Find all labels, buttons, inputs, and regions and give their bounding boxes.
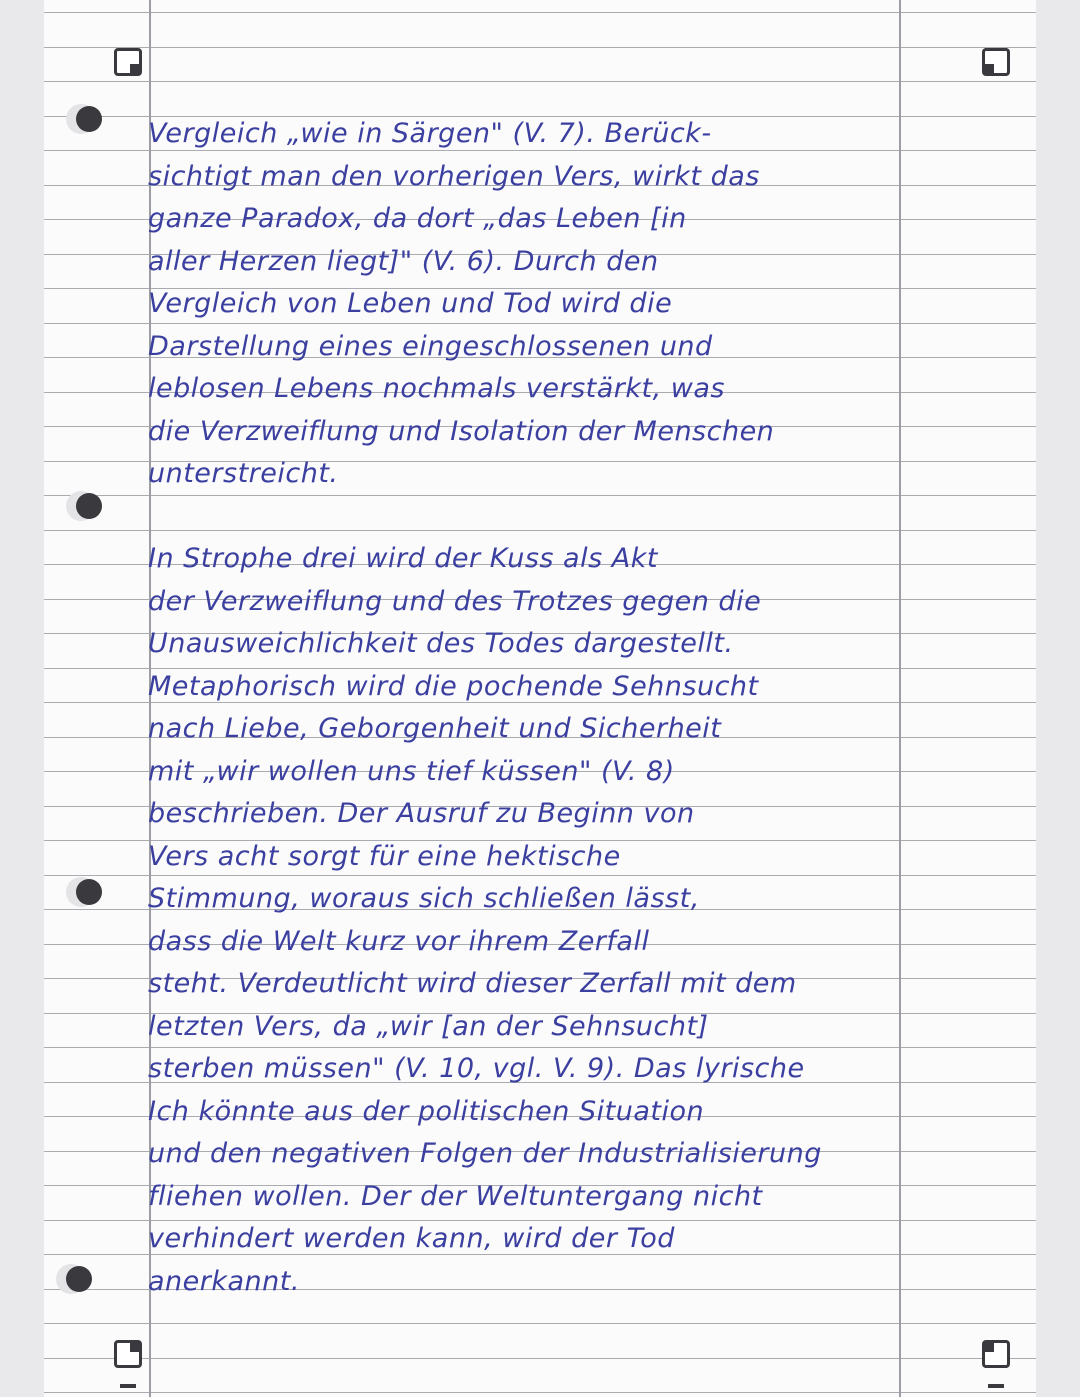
text-line: nach Liebe, Geborgenheit und Sicherheit (148, 713, 722, 744)
corner-marker-icon (982, 48, 1010, 76)
text-line: der Verzweiflung und des Trotzes gegen die (148, 585, 762, 617)
text-line: Darstellung eines eingeschlossenen und (148, 330, 713, 362)
text-line: sichtigt man den vorherigen Vers, wirkt das (148, 160, 760, 192)
ruled-line (44, 1392, 1036, 1393)
ruled-line (44, 47, 1036, 48)
ruled-line (44, 495, 1036, 496)
punch-hole (76, 106, 102, 132)
text-line: ganze Paradox, da dort „das Leben [in (148, 203, 687, 234)
text-line (148, 500, 908, 534)
text-line: In Strophe drei wird der Kuss als Akt (148, 543, 658, 574)
corner-marker-icon (114, 48, 142, 76)
ruled-line (44, 81, 1036, 82)
text-line: steht. Verdeutlicht wird dieser Zerfall mit dem (148, 968, 797, 999)
corner-tick-icon (988, 1384, 1004, 1388)
ruled-line (44, 323, 1036, 324)
text-line: und den negativen Folgen der Industrialisierung (148, 1138, 822, 1169)
text-line: sterben müssen" (V. 10, vgl. V. 9). Das lyrische (148, 1053, 805, 1084)
corner-marker-icon (114, 1340, 142, 1368)
text-line: leblosen Lebens nochmals verstärkt, was (148, 373, 725, 404)
text-line: Metaphorisch wird die pochende Sehnsucht (148, 670, 759, 702)
ruled-line (44, 1047, 1036, 1048)
ruled-line (44, 1220, 1036, 1221)
ruled-line (44, 12, 1036, 13)
text-line: Unausweichlichkeit des Todes dargestellt. (148, 628, 734, 659)
punch-hole (76, 493, 102, 519)
punch-hole (66, 1266, 92, 1292)
text-line: aller Herzen liegt]" (V. 6). Durch den (148, 245, 659, 277)
corner-tick-icon (120, 1384, 136, 1388)
ruled-line (44, 668, 1036, 669)
text-line: Stimmung, woraus sich schließen lässt, (148, 883, 700, 914)
text-line: dass die Welt kurz vor ihrem Zerfall (148, 925, 650, 957)
ruled-line (44, 875, 1036, 876)
corner-marker-icon (982, 1340, 1010, 1368)
ruled-line (44, 1358, 1036, 1359)
punch-hole (76, 879, 102, 905)
text-line: beschrieben. Der Ausruf zu Beginn von (148, 798, 695, 829)
text-line: letzten Vers, da „wir [an der Sehnsucht] (148, 1010, 709, 1042)
text-line: die Verzweiflung und Isolation der Menschen (148, 415, 775, 447)
text-line: Vers acht sorgt für eine hektische (148, 840, 621, 872)
text-line: unterstreicht. (148, 458, 339, 489)
ruled-line (44, 1323, 1036, 1324)
text-line: fliehen wollen. Der der Weltuntergang nicht (148, 1180, 763, 1212)
text-line: Vergleich von Leben und Tod wird die (148, 288, 673, 319)
text-line: Vergleich „wie in Särgen" (V. 7). Berück- (148, 118, 712, 149)
text-line: mit „wir wollen uns tief küssen" (V. 8) (148, 755, 675, 787)
text-line: Ich könnte aus der politischen Situation (148, 1095, 705, 1127)
text-line: anerkannt. (148, 1265, 300, 1297)
text-line: verhindert werden kann, wird der Tod (148, 1223, 675, 1254)
